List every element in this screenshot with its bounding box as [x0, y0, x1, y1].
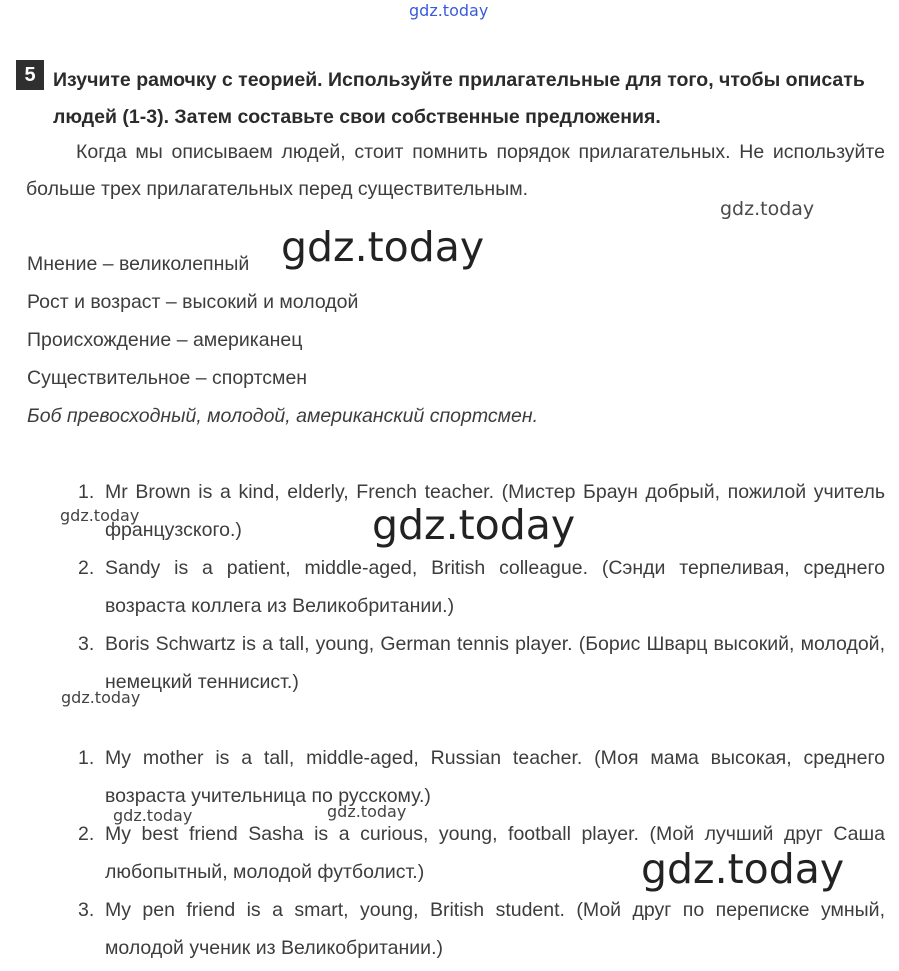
theory-noun: Существительное – спортсмен — [27, 367, 308, 389]
item-number: 2. — [78, 823, 95, 845]
watermark-top: gdz.today — [409, 1, 489, 20]
theory-example: Боб превосходный, молодой, американский спортсмен. — [27, 405, 539, 427]
watermark-small: gdz.today — [113, 806, 193, 825]
watermark-large: gdz.today — [372, 501, 576, 549]
item-number: 1. — [78, 481, 95, 503]
item-text: Mr Brown is a kind, elderly, French teacher. (Мистер Браун добрый, пожилой учитель французского.) — [105, 481, 885, 541]
theory-opinion: Мнение – великолепный — [27, 253, 250, 275]
item-number: 3. — [78, 899, 95, 921]
item-number: 3. — [78, 633, 95, 655]
theory-size-age: Рост и возраст – высокий и молодой — [27, 291, 359, 313]
watermark-small: gdz.today — [327, 802, 407, 821]
item-text: My mother is a tall, middle-aged, Russian teacher. (Моя мама высокая, среднего возраста учительница по русскому.) — [105, 747, 885, 807]
item-number: 2. — [78, 557, 95, 579]
watermark-large: gdz.today — [281, 223, 485, 271]
item-number: 1. — [78, 747, 95, 769]
list-item — [78, 739, 885, 815]
watermark-small: gdz.today — [61, 688, 141, 707]
task-number-badge: 5 — [16, 60, 44, 90]
list-item — [78, 625, 885, 701]
item-text: My best friend Sasha is a curious, young, football player. (Мой лучший друг Саша любопытный, молодой футболист.) — [105, 823, 885, 883]
watermark: gdz.today — [720, 198, 815, 220]
item-text: My pen friend is a smart, young, British student. (Мой друг по переписке умный, молодой ученик из Великобритании.) — [105, 899, 885, 959]
watermark-small: gdz.today — [60, 506, 140, 525]
list-item — [78, 549, 885, 625]
watermark-large: gdz.today — [641, 845, 845, 893]
theory-origin: Происхождение – американец — [27, 329, 303, 351]
list-item — [78, 891, 885, 967]
item-text: Sandy is a patient, middle-aged, British colleague. (Сэнди терпеливая, среднего возраста коллега из Великобритании.) — [105, 557, 885, 617]
intro-paragraph: Когда мы описываем людей, стоит помнить порядок прилагательных. Не используйте больше трех прилагательных перед существительным. — [26, 141, 885, 200]
task-title: Изучите рамочку с теорией. Используйте прилагательные для того, чтобы описать людей (1-3). Затем составьте свои собственные предложения. — [53, 69, 865, 128]
item-text: Boris Schwartz is a tall, young, German tennis player. (Борис Шварц высокий, молодой, немецкий теннисист.) — [105, 633, 885, 693]
